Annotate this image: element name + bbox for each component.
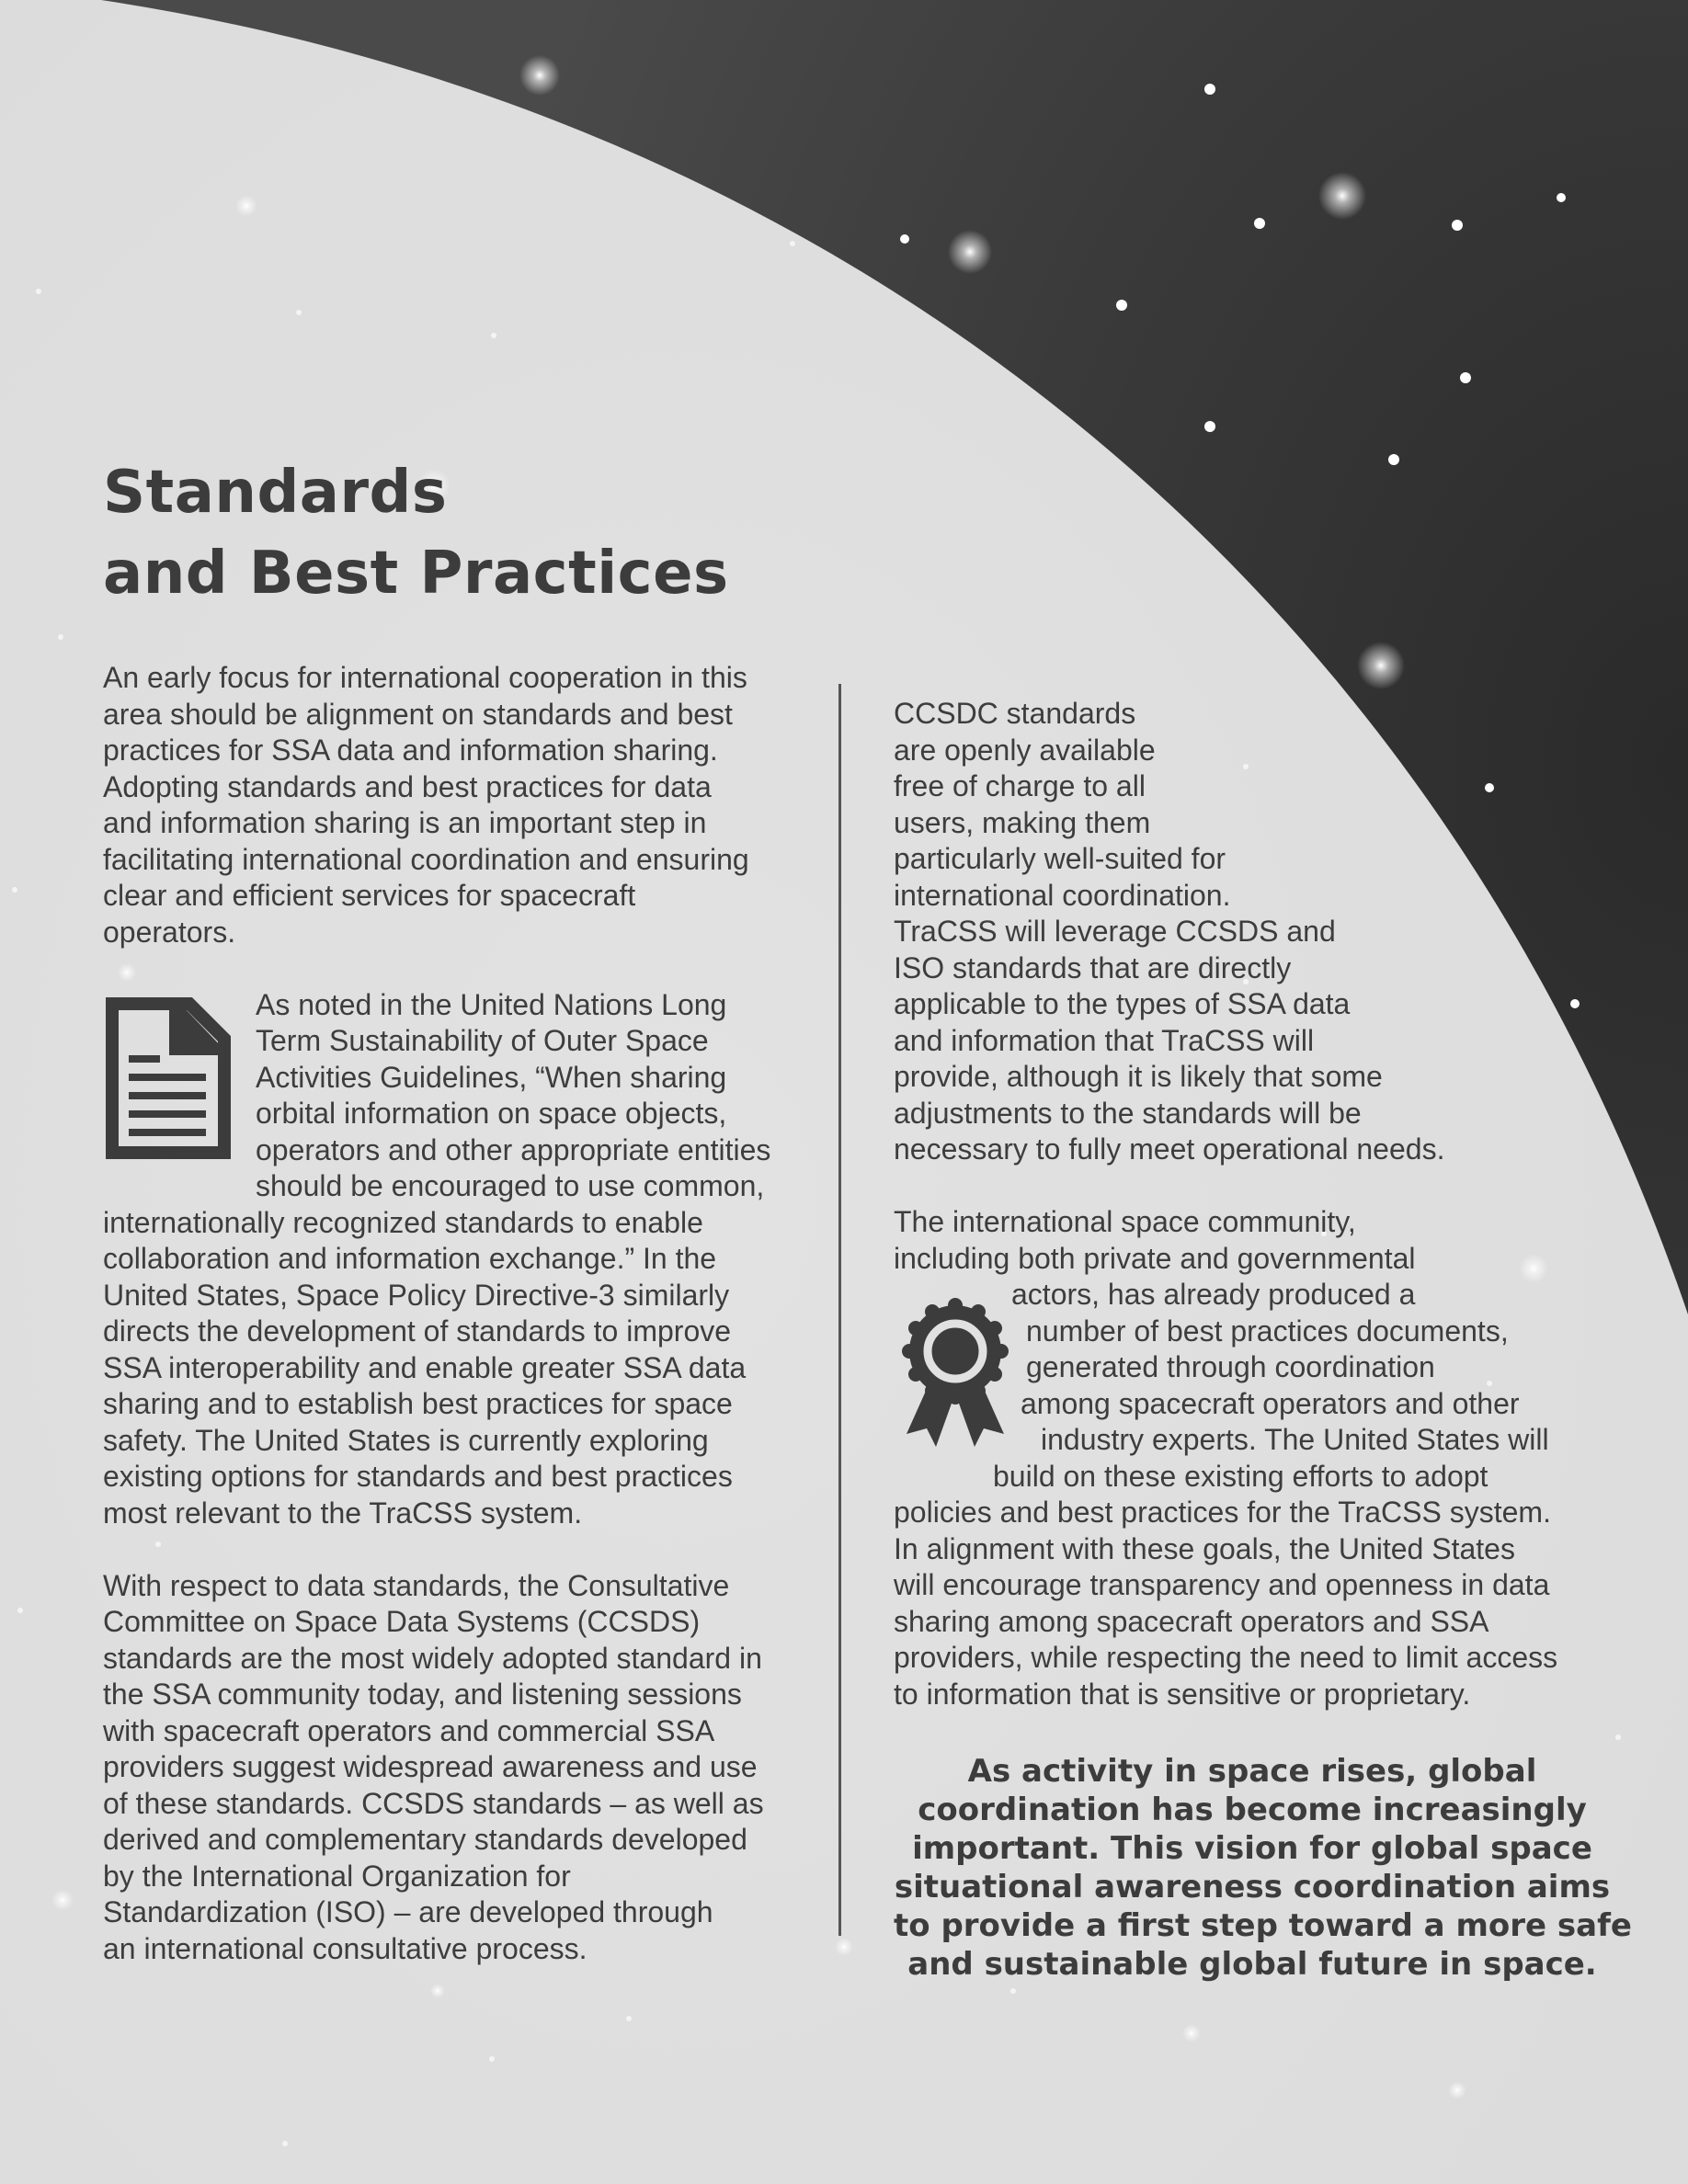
star: [1357, 642, 1405, 689]
star: [626, 2016, 632, 2021]
text-line: are openly available: [894, 733, 1156, 767]
text-line: industry experts. The United States will: [1041, 1423, 1549, 1456]
text-line: derived and complementary standards developed: [103, 1823, 747, 1856]
star: [17, 1608, 23, 1613]
text-line: orbital information on space objects,: [256, 1097, 727, 1130]
star: [235, 195, 257, 217]
text-line: facilitating international coordination and ensuring: [103, 842, 749, 876]
text-line: policies and best practices for the TraCSS system.: [894, 1496, 1551, 1529]
text-line: adjustments to the standards will be: [894, 1096, 1362, 1130]
star: [1615, 1735, 1621, 1740]
text-line: existing options for standards and best practices: [103, 1460, 733, 1493]
text-line: standards are the most widely adopted standard in: [103, 1641, 762, 1675]
text-line: to information that is sensitive or proprietary.: [894, 1677, 1471, 1711]
text-line: provide, although it is likely that some: [894, 1060, 1383, 1093]
text-line: free of charge to all: [894, 769, 1146, 802]
text-line: and information sharing is an important step in: [103, 806, 707, 839]
title-line: Standards: [103, 459, 448, 527]
text-line: SSA interoperability and enable greater SSA data: [103, 1350, 747, 1384]
text-line: Activities Guidelines, “When sharing: [256, 1060, 727, 1094]
text-line: An early focus for international cooperation in this: [103, 661, 747, 694]
star: [430, 1984, 445, 1998]
text-line: operators.: [103, 915, 236, 949]
star: [1388, 454, 1399, 465]
text-line: Standardization (ISO) – are developed through: [103, 1895, 713, 1928]
text-line: Committee on Space Data Systems (CCSDS): [103, 1605, 701, 1638]
paragraph-best-practices: [894, 1204, 1611, 1712]
paragraph-ccsds: [103, 1568, 838, 1968]
text-line: ISO standards that are directly: [894, 950, 1292, 984]
star: [900, 234, 909, 244]
star: [1182, 2024, 1201, 2042]
text-line: sharing among spacecraft operators and SSA: [894, 1604, 1489, 1638]
star: [12, 887, 17, 893]
star: [1204, 84, 1215, 95]
star: [296, 310, 302, 315]
quote-line: As activity in space rises, global: [967, 1753, 1537, 1790]
text-line: generated through coordination: [1026, 1350, 1435, 1383]
text-line: providers suggest widespread awareness and use: [103, 1750, 758, 1783]
star: [1116, 300, 1127, 311]
text-line: safety. The United States is currently exploring: [103, 1423, 709, 1457]
text-line: and information that TraCSS will: [894, 1023, 1315, 1057]
quote-line: to provide a first step toward a more safe: [894, 1907, 1632, 1944]
text-line: sharing and to establish best practices for space: [103, 1387, 733, 1420]
text-line: number of best practices documents,: [1026, 1314, 1509, 1348]
text-line: including both private and governmental: [894, 1241, 1416, 1275]
star: [1448, 2081, 1466, 2099]
text-line: most relevant to the TraCSS system.: [103, 1496, 583, 1530]
star: [1204, 421, 1215, 432]
text-line: The international space community,: [894, 1205, 1356, 1238]
quote-line: and sustainable global future in space.: [907, 1946, 1597, 1983]
text-line: should be encouraged to use common,: [256, 1169, 765, 1202]
text-line: build on these existing efforts to adopt: [993, 1459, 1488, 1493]
text-line: internationally recognized standards to enable: [103, 1205, 703, 1239]
text-line: directs the development of standards to improve: [103, 1314, 732, 1348]
star: [1460, 372, 1471, 383]
text-line: will encourage transparency and openness in data: [894, 1568, 1550, 1601]
text-line: operators and other appropriate entities: [256, 1132, 771, 1166]
text-line: Adopting standards and best practices for data: [103, 769, 712, 803]
quote-line: important. This vision for global space: [912, 1830, 1592, 1867]
text-line: As noted in the United Nations Long: [256, 987, 727, 1021]
text-line: providers, while respecting the need to limit access: [894, 1641, 1558, 1674]
paragraph-ccsdc: [894, 696, 1611, 1168]
text-line: users, making them: [894, 805, 1151, 839]
text-line: among spacecraft operators and other: [1021, 1386, 1520, 1420]
right-column: [894, 696, 1611, 1712]
text-line: CCSDC standards: [894, 697, 1136, 730]
text-line: clear and efficient services for spacecraft: [103, 879, 636, 912]
text-line: with spacecraft operators and commercial SSA: [103, 1713, 715, 1747]
quote-line: situational awareness coordination aims: [894, 1869, 1611, 1905]
star: [58, 634, 63, 640]
star: [790, 241, 795, 246]
text-line: practices for SSA data and information sharing.: [103, 734, 718, 767]
quote-line: coordination has become increasingly: [918, 1792, 1587, 1828]
text-line: In alignment with these goals, the United States: [894, 1531, 1515, 1565]
text-line: an international consultative process.: [103, 1931, 587, 1965]
star: [948, 230, 992, 274]
text-line: actors, has already produced a: [1011, 1278, 1416, 1311]
closing-statement: [894, 1752, 1632, 1984]
text-line: With respect to data standards, the Consultative: [103, 1568, 730, 1602]
star: [51, 1889, 74, 1911]
star: [36, 289, 41, 294]
document-icon: [103, 996, 232, 1160]
text-line: necessary to fully meet operational needs.: [894, 1132, 1445, 1166]
text-line: by the International Organization for: [103, 1859, 571, 1893]
text-line: international coordination.: [894, 878, 1231, 912]
text-line: TraCSS will leverage CCSDS and: [894, 915, 1336, 948]
star: [1254, 218, 1265, 229]
star: [1318, 172, 1366, 220]
text-line: of these standards. CCSDS standards – as well as: [103, 1786, 764, 1820]
star: [491, 333, 496, 338]
star: [1557, 193, 1566, 202]
left-column: [103, 660, 838, 1967]
text-line: particularly well-suited for: [894, 842, 1226, 875]
paragraph-intro: [103, 660, 838, 950]
text-line: collaboration and information exchange.” In the: [103, 1242, 717, 1275]
text-line: applicable to the types of SSA data: [894, 987, 1351, 1020]
star: [489, 2056, 495, 2062]
star: [1010, 1988, 1016, 1994]
star: [1452, 220, 1463, 231]
page-title: [103, 452, 729, 614]
column-divider: [838, 684, 841, 1936]
star: [519, 55, 560, 96]
text-line: area should be alignment on standards and best: [103, 697, 733, 731]
award-ribbon-icon: [899, 1298, 1011, 1449]
text-line: Term Sustainability of Outer Space: [256, 1024, 709, 1057]
text-line: United States, Space Policy Directive-3 similarly: [103, 1278, 730, 1312]
text-line: the SSA community today, and listening sessions: [103, 1678, 742, 1711]
star: [282, 2141, 288, 2146]
title-line: and Best Practices: [103, 540, 729, 608]
